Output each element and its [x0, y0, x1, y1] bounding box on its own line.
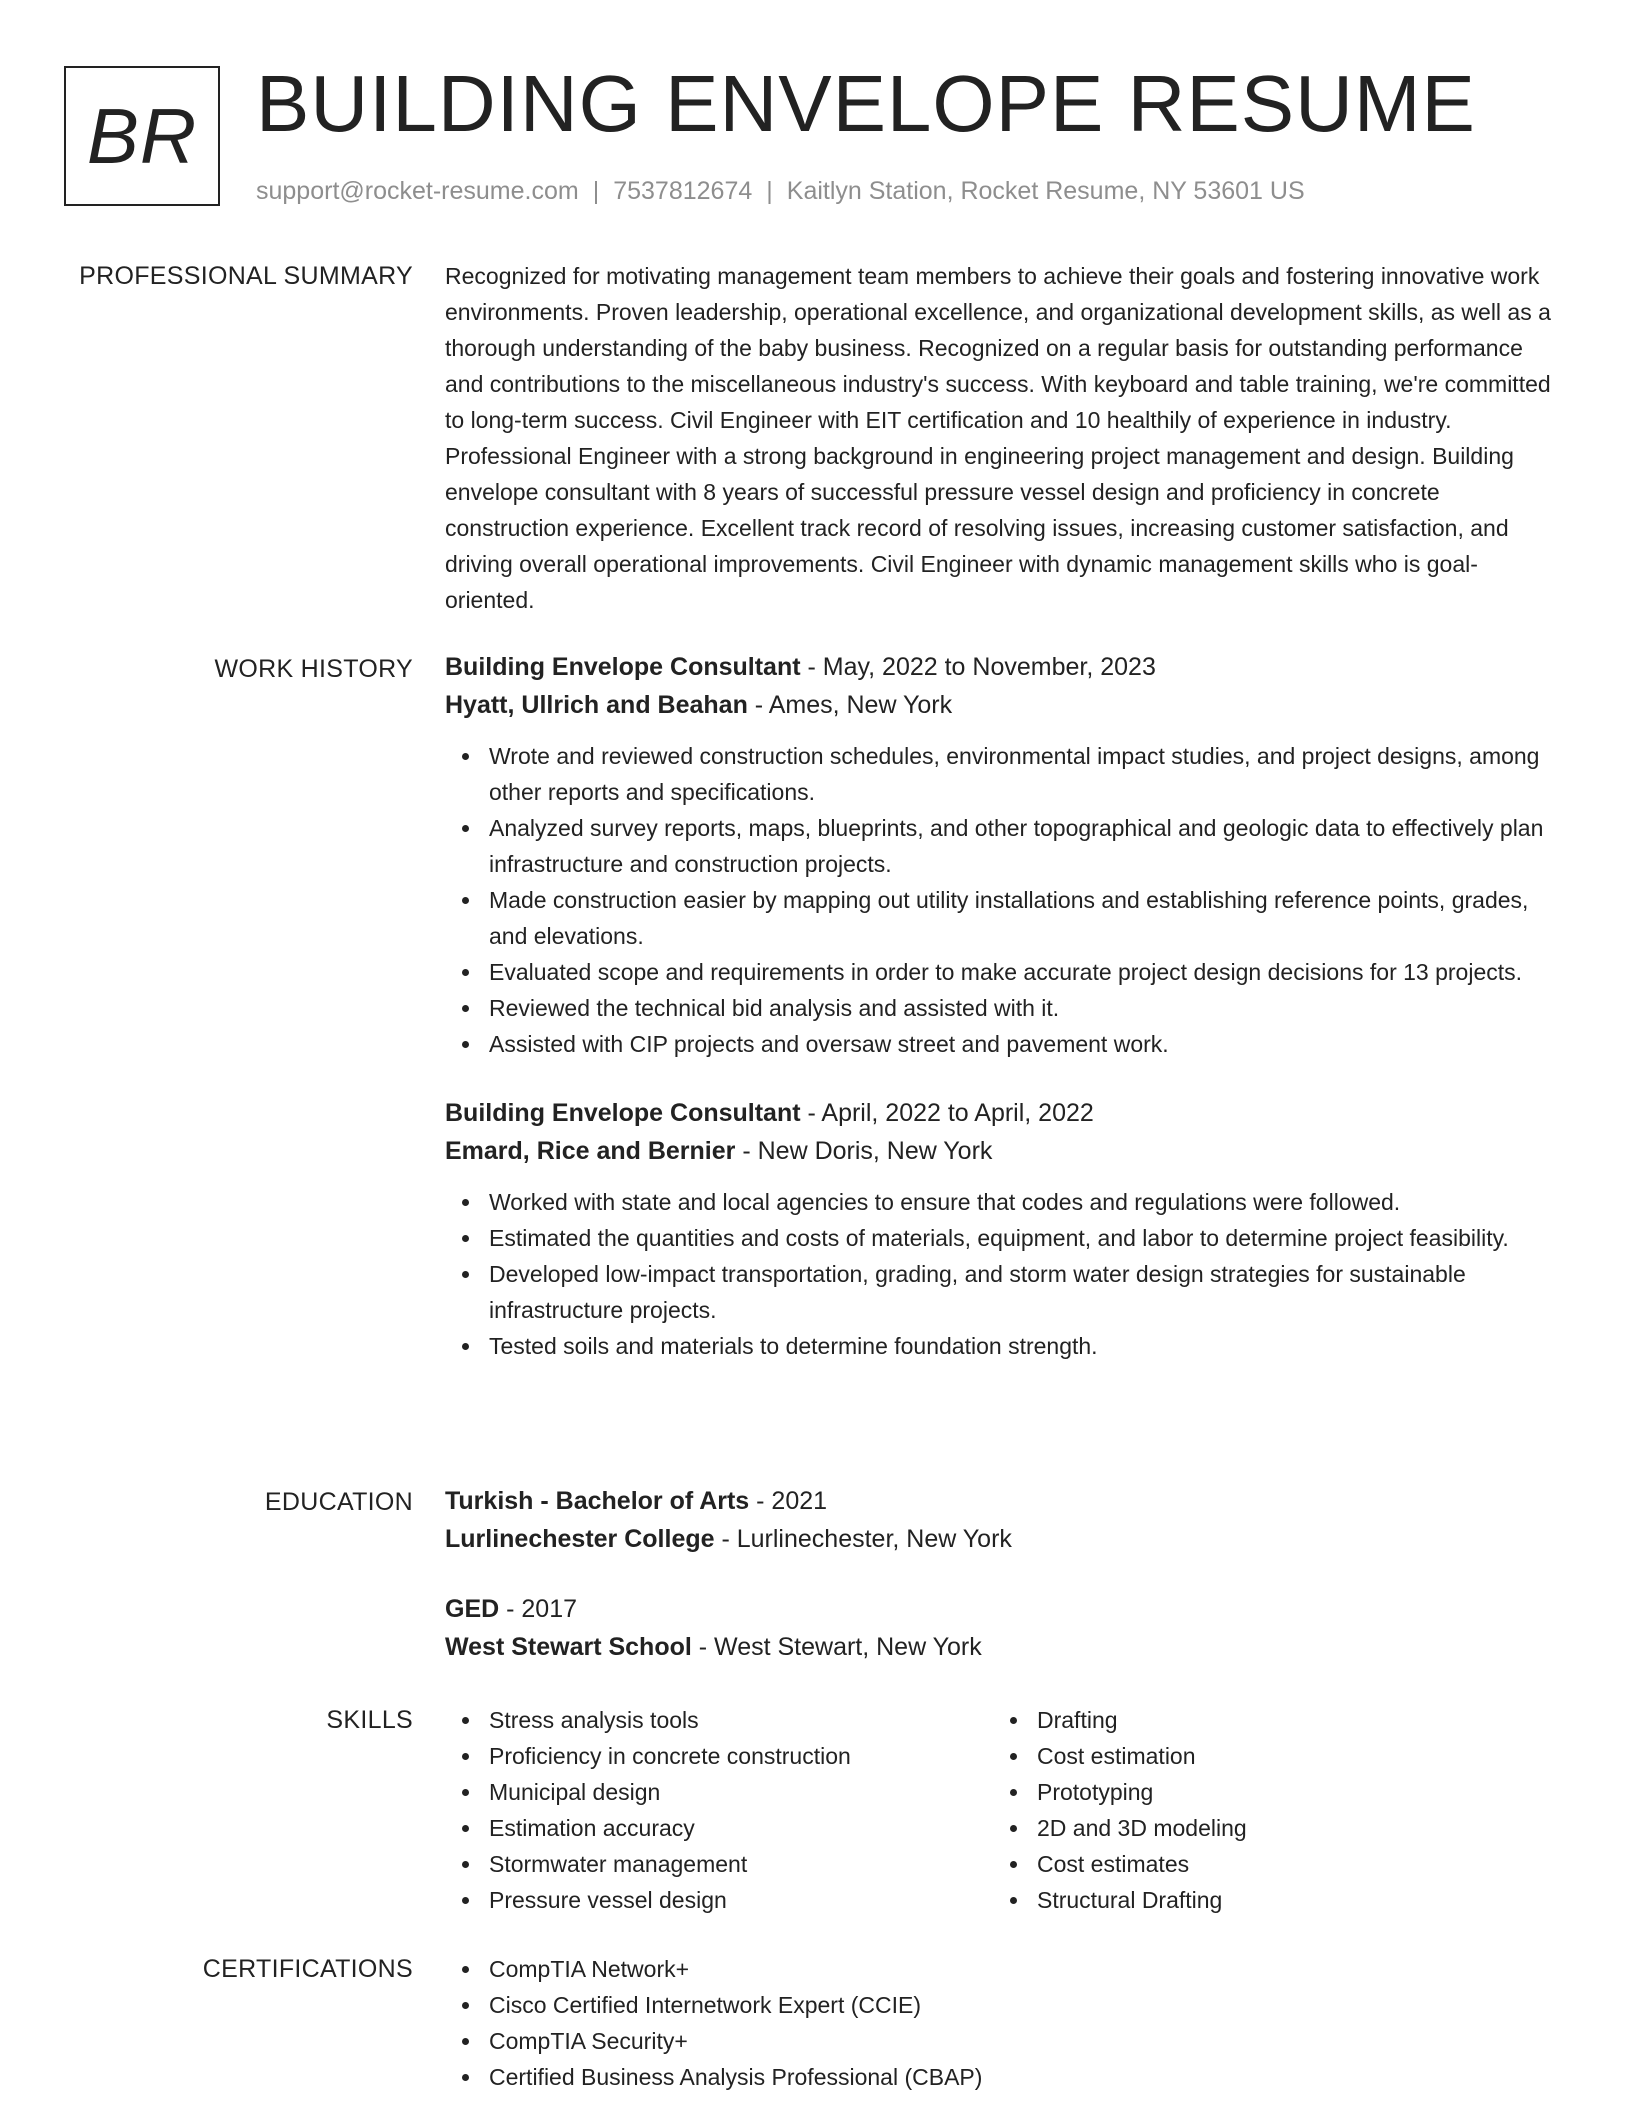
school-location: - Lurlinechester, New York	[714, 1525, 1012, 1553]
contact-phone[interactable]: 7537812674	[613, 177, 753, 205]
job-location: - Ames, New York	[747, 691, 953, 719]
summary-body	[445, 258, 1565, 618]
list-item: Cisco Certified Internetwork Expert (CCIE)	[489, 1987, 1565, 2023]
list-item: Cost estimation	[1037, 1738, 1493, 1774]
skills-column-2	[993, 1702, 1493, 1918]
job-entry	[445, 1094, 1565, 1364]
skills-columns	[445, 1702, 1565, 1918]
certifications-list	[445, 1951, 1565, 2095]
education-entry	[445, 1590, 1565, 1666]
degree: Turkish - Bachelor of Arts	[445, 1487, 750, 1515]
monogram-logo: BR	[64, 66, 220, 206]
list-item: Tested soils and materials to determine foundation strength.	[489, 1328, 1565, 1364]
job-company: Emard, Rice and Bernier	[445, 1137, 736, 1165]
job-company-line	[445, 686, 1565, 724]
certifications-body	[445, 1951, 1565, 2095]
list-item: Reviewed the technical bid analysis and assisted with it.	[489, 990, 1565, 1026]
list-item: Developed low-impact transportation, grading, and storm water design strategies for sustainable infrastructure projects.	[489, 1256, 1565, 1328]
degree-year: - 2017	[499, 1595, 578, 1623]
job-title: Building Envelope Consultant	[445, 653, 801, 681]
list-item: Estimation accuracy	[489, 1810, 993, 1846]
job-location: - New Doris, New York	[735, 1137, 993, 1165]
list-item: Pressure vessel design	[489, 1882, 993, 1918]
job-title: Building Envelope Consultant	[445, 1099, 801, 1127]
job-dates: - April, 2022 to April, 2022	[800, 1099, 1094, 1127]
skills-list	[445, 1702, 993, 1918]
job-entry	[445, 648, 1565, 1062]
section-heading-skills: SKILLS	[326, 1706, 413, 1734]
degree: GED	[445, 1595, 500, 1623]
contact-email[interactable]: support@rocket-resume.com	[256, 177, 579, 205]
section-heading-work: WORK HISTORY	[214, 655, 413, 683]
skills-column-1	[445, 1702, 993, 1918]
job-title-line	[445, 1094, 1565, 1132]
education-entry	[445, 1482, 1565, 1558]
list-item: Made construction easier by mapping out utility installations and establishing reference points, grades, and elevations.	[489, 882, 1565, 954]
contact-line	[256, 174, 1305, 208]
degree-line	[445, 1590, 1565, 1628]
resume-title: BUILDING ENVELOPE RESUME	[256, 59, 1476, 148]
section-heading-education: EDUCATION	[264, 1488, 413, 1516]
job-bullets	[445, 738, 1565, 1062]
section-heading-certifications: CERTIFICATIONS	[202, 1955, 413, 1983]
job-company-line	[445, 1132, 1565, 1170]
work-history-body	[445, 648, 1565, 1364]
section-heading-summary: PROFESSIONAL SUMMARY	[79, 262, 413, 290]
contact-address: Kaitlyn Station, Rocket Resume, NY 53601 US	[786, 177, 1305, 205]
school-name: Lurlinechester College	[445, 1525, 715, 1553]
school-location: - West Stewart, New York	[691, 1633, 982, 1661]
summary-text: Recognized for motivating management team members to achieve their goals and fostering innovative work environments. Proven leadership, operational excellence, and organizational development skills, as well as a thorough understanding of the baby business. Recognized on a regular basis for outstanding performance and contributions to the miscellaneous industry's success. With keyboard and table training, we're committed to long-term success. Civil Engineer with EIT certification and 10 healthily of experience in industry. Professional Engineer with a strong background in engineering project management and design. Building envelope consultant with 8 years of successful pressure vessel design and proficiency in concrete construction experience. Excellent track record of resolving issues, increasing customer satisfaction, and driving overall operational improvements. Civil Engineer with dynamic management skills who is goal-oriented.	[445, 263, 1551, 613]
degree-line	[445, 1482, 1565, 1520]
list-item: Prototyping	[1037, 1774, 1493, 1810]
contact-separator: |	[592, 177, 600, 205]
skills-list	[993, 1702, 1493, 1918]
list-item: Drafting	[1037, 1702, 1493, 1738]
list-item: Certified Business Analysis Professional (CBAP)	[489, 2059, 1565, 2095]
list-item: 2D and 3D modeling	[1037, 1810, 1493, 1846]
job-dates: - May, 2022 to November, 2023	[800, 653, 1156, 681]
school-name: West Stewart School	[445, 1633, 692, 1661]
list-item: Proficiency in concrete construction	[489, 1738, 993, 1774]
list-item: Stormwater management	[489, 1846, 993, 1882]
list-item: Stress analysis tools	[489, 1702, 993, 1738]
list-item: Worked with state and local agencies to ensure that codes and regulations were followed.	[489, 1184, 1565, 1220]
list-item: Analyzed survey reports, maps, blueprints, and other topographical and geologic data to effectively plan infrastructure and construction projects.	[489, 810, 1565, 882]
list-item: Structural Drafting	[1037, 1882, 1493, 1918]
list-item: Evaluated scope and requirements in order to make accurate project design decisions for 13 projects.	[489, 954, 1565, 990]
list-item: Estimated the quantities and costs of materials, equipment, and labor to determine project feasibility.	[489, 1220, 1565, 1256]
school-line	[445, 1520, 1565, 1558]
job-bullets	[445, 1184, 1565, 1364]
education-body	[445, 1482, 1565, 1666]
list-item: CompTIA Network+	[489, 1951, 1565, 1987]
skills-body	[445, 1702, 1565, 1918]
job-title-line	[445, 648, 1565, 686]
list-item: Wrote and reviewed construction schedules, environmental impact studies, and project designs, among other reports and specifications.	[489, 738, 1565, 810]
list-item: CompTIA Security+	[489, 2023, 1565, 2059]
list-item: Assisted with CIP projects and oversaw street and pavement work.	[489, 1026, 1565, 1062]
job-company: Hyatt, Ullrich and Beahan	[445, 691, 748, 719]
contact-separator: |	[766, 177, 773, 205]
school-line	[445, 1628, 1565, 1666]
list-item: Municipal design	[489, 1774, 993, 1810]
degree-year: - 2021	[749, 1487, 828, 1515]
list-item: Cost estimates	[1037, 1846, 1493, 1882]
